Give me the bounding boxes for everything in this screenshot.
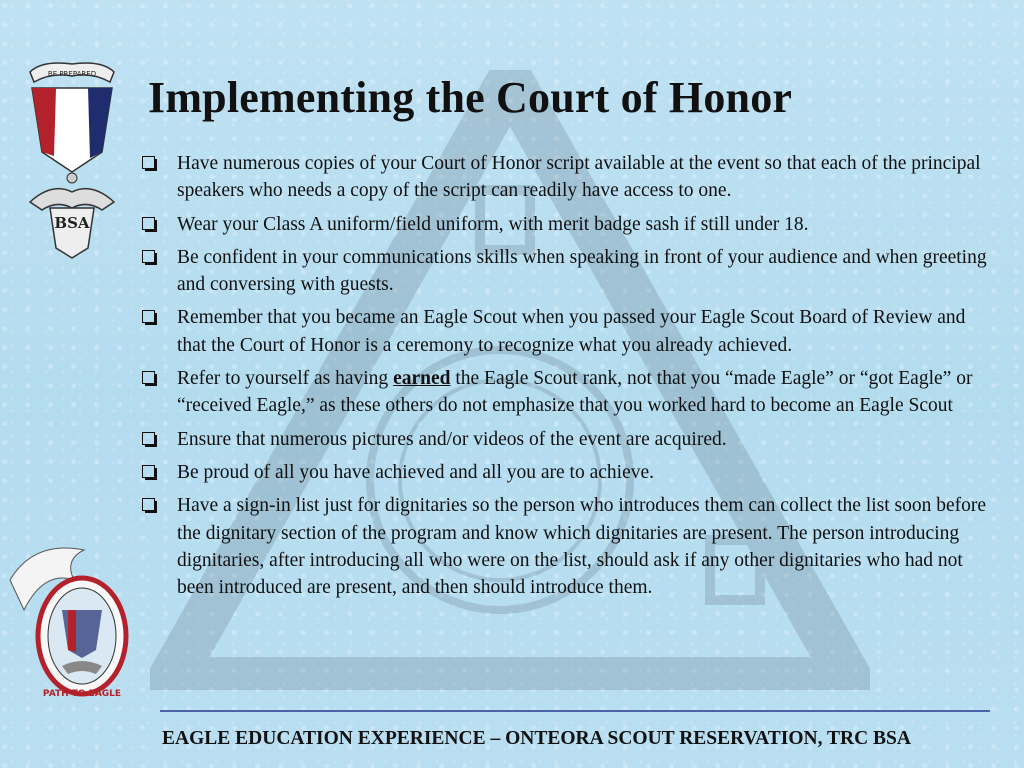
bullet-text-post: the Eagle Scout rank, not that you “made Eagle” or “got Eagle” or “received Eagle,” as these others do not emphasize that you worked hard to become an Eagle Scout — [177, 368, 973, 417]
footer-text: EAGLE EDUCATION EXPERIENCE – ONTEORA SCOUT RESERVATION, TRC BSA — [162, 728, 911, 749]
list-item — [140, 304, 996, 359]
list-item — [140, 365, 996, 420]
path-to-eagle-logo — [4, 540, 132, 708]
checkbox-bullet-icon — [142, 432, 155, 445]
bullet-emphasis: earned — [393, 368, 451, 390]
list-item — [140, 244, 996, 299]
checkbox-bullet-icon — [142, 310, 155, 323]
list-item — [140, 150, 996, 205]
checkbox-bullet-icon — [142, 465, 155, 478]
bullet-text: Ensure that numerous pictures and/or videos of the event are acquired. — [177, 428, 727, 450]
bullet-text: Remember that you became an Eagle Scout when you passed your Eagle Scout Board of Review and that the Court of Honor is a ceremony to recognize what you already achieved. — [177, 307, 966, 356]
bullet-list — [140, 150, 996, 607]
checkbox-bullet-icon — [142, 371, 155, 384]
bullet-text: Be proud of all you have achieved and all you are to achieve. — [177, 461, 655, 483]
bullet-text: Have a sign-in list just for dignitaries so the person who introduces them can collect the list soon before the dignitary section of the program and know which dignitaries are present. The person introducing dignitaries, after introducing all who were on the list, should ask if any other dignitaries who had not been introduced are present, and then should introduce them. — [177, 495, 987, 599]
list-item — [140, 426, 996, 453]
badge-bsa-text: BSA — [54, 214, 90, 232]
badge-scroll-text: BE PREPARED — [47, 70, 97, 78]
bullet-text: Have numerous copies of your Court of Honor script available at the event so that each of the principal speakers who needs a copy of the script can readily have access to one. — [177, 153, 981, 202]
bullet-text: Be confident in your communications skills when speaking in front of your audience and when greeting and conversing with guests. — [177, 246, 987, 296]
footer-divider — [160, 710, 990, 712]
path-to-eagle-text: PATH TO EAGLE — [42, 689, 122, 699]
eagle-badge-logo — [22, 52, 122, 264]
bullet-text: Wear your Class A uniform/field uniform, with merit badge sash if still under 18. — [177, 213, 809, 235]
list-item — [140, 492, 996, 601]
list-item — [140, 211, 996, 238]
bullet-text-pre: Refer to yourself as having — [177, 368, 394, 390]
checkbox-bullet-icon — [142, 250, 155, 263]
checkbox-bullet-icon — [142, 498, 155, 511]
slide-title: Implementing the Court of Honor — [148, 73, 793, 122]
checkbox-bullet-icon — [142, 156, 155, 169]
checkbox-bullet-icon — [142, 217, 155, 230]
list-item — [140, 459, 996, 486]
